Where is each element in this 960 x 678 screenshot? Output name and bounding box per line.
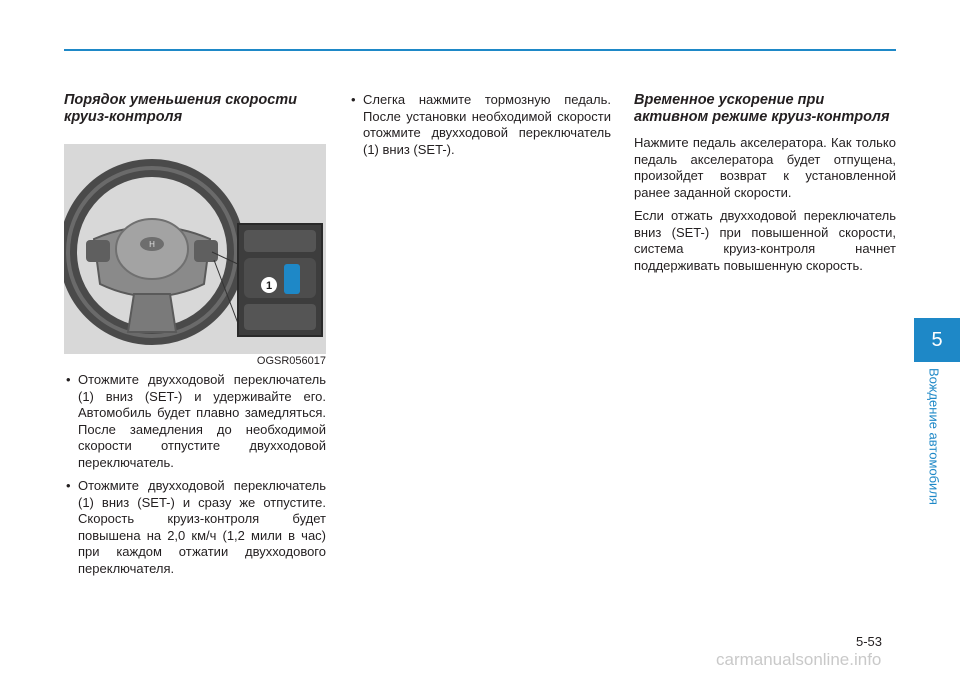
list-item: • Слегка нажмите тормозную педаль. После установки необходимой скорости отожмите двухходовой переключатель (1) вниз (SET-).: [351, 92, 611, 157]
section-heading-decrease-speed: Порядок уменьшения скорости круиз-контроля: [64, 92, 298, 125]
svg-text:H: H: [149, 240, 155, 249]
column-right: [634, 92, 896, 281]
bullet-icon: •: [66, 478, 71, 493]
column-middle: [349, 92, 611, 165]
bullet-list-left: [64, 372, 326, 577]
list-item: • Отожмите двухходовой переключатель (1) вниз (SET-) и удерживайте его. Автомобиль будет плавно замедляться. После замедления до необходимой скорости отпустите двухходовой переключатель.: [66, 372, 326, 470]
header-rule: [64, 49, 896, 51]
bullet-icon: •: [66, 372, 71, 387]
column-left: [64, 92, 326, 584]
chapter-title-vertical: [922, 368, 946, 528]
bullet-list-middle: [349, 92, 611, 158]
list-item: • Отожмите двухходовой переключатель (1) вниз (SET-) и сразу же отпустите. Скорость круиз-контроля будет повышена на 2,0 км/ч (1,2 мили в час) при каждом отжатии двухходового переключателя.: [66, 478, 326, 576]
page-number: 5-53: [856, 634, 883, 649]
chapter-title: Вождение автомобиля: [926, 368, 942, 505]
paragraph: Если отжать двухходовой переключатель вниз (SET-) при повышенной скорости, система круиз-контроля начнет поддерживать повышенную скорость.: [634, 208, 896, 273]
paragraph: Нажмите педаль акселератора. Как только педаль акселератора будет отпущена, произойдет возврат к установленной ранее заданной скорости.: [634, 135, 896, 200]
steering-wheel-illustration: [64, 144, 326, 354]
steering-wheel-figure: [64, 144, 326, 367]
bullet-icon: •: [351, 92, 356, 107]
figure-code: OGSR056017: [256, 354, 326, 367]
section-heading-temporary-acceleration: Временное ускорение при активном режиме круиз-контроля: [634, 92, 890, 125]
watermark: carmanualsonline.info: [716, 650, 882, 669]
callout-1: 1: [265, 280, 273, 292]
chapter-tab: 5: [914, 318, 960, 362]
